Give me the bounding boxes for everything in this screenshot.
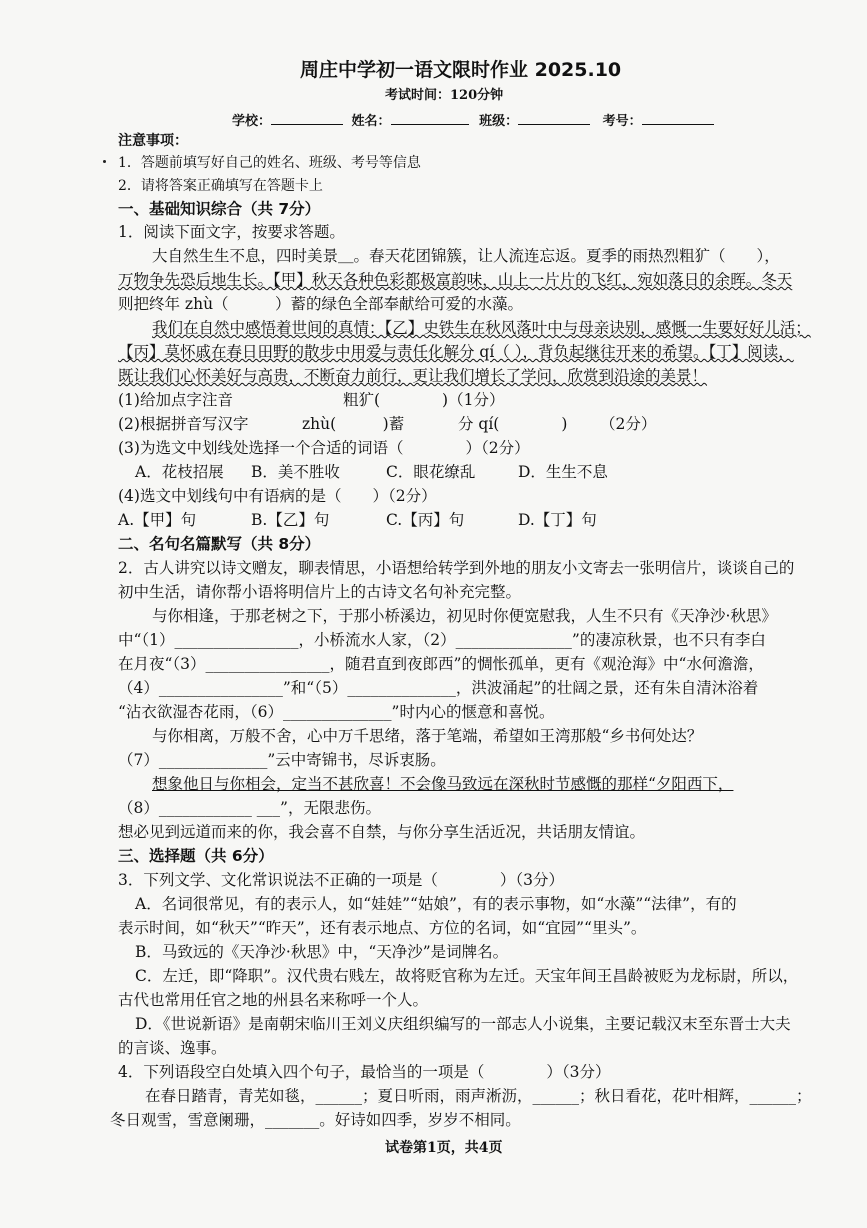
q1-1-item: 粗犷( )（1分） bbox=[343, 391, 505, 409]
page-title: 周庄中学初一语文限时作业 2025.10 bbox=[300, 59, 622, 81]
q3-option-d-line-1[interactable]: D．《世说新语》是南朝宋临川王刘义庆组织编写的一部志人小说集，主要记载汉末至东晋士大夫 bbox=[135, 1015, 791, 1033]
school-field[interactable] bbox=[271, 110, 343, 125]
s2-line-9: （7）______________”云中寄锦书，尽诉衷肠。 bbox=[118, 751, 446, 769]
q3-option-a-line-1[interactable]: A．名词很常见，有的表示人，如“娃娃”“姑娘”，有的表示事物，如“水藻”“法律”，有的 bbox=[135, 895, 737, 913]
q1-4-prompt: (4)选文中划线句中有语病的是（ ）（2分） bbox=[118, 487, 437, 505]
s2-line-5: 在月夜“（3）________________，随君直到夜郎西”的惆怅孤单，更有《观沧海》中“水何澹澹， bbox=[118, 655, 764, 673]
passage-line-1: 大自然生生不息，四时美景＿。春天花团锦簇，让人流连忘返。夏季的雨热烈粗犷（ ）， bbox=[152, 247, 780, 265]
q1-intro: 1．阅读下面文字，按要求答题。 bbox=[118, 223, 345, 241]
q3-option-c-line-2: 古代也常用任官之地的州县名来称呼一个人。 bbox=[118, 991, 429, 1009]
q3-option-c-line-1[interactable]: C．左迁，即“降职”。汉代贵右贱左，故将贬官称为左迁。天宝年间王昌龄被贬为龙标尉，所以， bbox=[135, 967, 799, 985]
q1-4-option-b[interactable]: B.【乙】句 bbox=[251, 511, 330, 529]
q4-line-2: 冬日观雪，雪意阑珊，_______。好诗如四季，岁岁不相同。 bbox=[110, 1111, 521, 1129]
s2-line-2: 初中生活，请你帮小语将明信片上的古诗文名句补充完整。 bbox=[118, 583, 522, 601]
section-2-heading: 二、名句名篇默写（共 8分） bbox=[118, 535, 321, 553]
school-label: 学校： bbox=[232, 114, 272, 129]
q3-option-b[interactable]: B．马致远的《天净沙·秋思》中，“天净沙”是词牌名。 bbox=[135, 943, 509, 961]
passage-line-4: 我们在自然中感悟着世间的真情：【乙】史铁生在秋风落叶中与母亲诀别，感慨一生要好好儿活； bbox=[152, 319, 811, 337]
q4-prompt: 4．下列语段空白处填入四个句子，最恰当的一项是（ ）（3分） bbox=[118, 1063, 611, 1081]
q1-2-score: （2分） bbox=[600, 415, 657, 433]
q1-3-option-a[interactable]: A．花枝招展 bbox=[135, 463, 224, 481]
passage-line-6: 既让我们心怀美好与高贵，不断奋力前行，更让我们增长了学问，欣赏到沿途的美景！ bbox=[118, 367, 708, 385]
s2-line-12: 想必见到远道而来的你，我会喜不自禁，与你分享生活近况，共话朋友情谊。 bbox=[118, 823, 646, 841]
q4-line-1: 在春日踏青，青芜如毯，______；夏日听雨，雨声淅沥，______；秋日看花，花叶相辉，______； bbox=[145, 1087, 812, 1105]
q1-3-prompt: (3)为选文中划线处选择一个合适的词语（ ）（2分） bbox=[118, 439, 530, 457]
q1-4-option-d[interactable]: D.【丁】句 bbox=[518, 511, 597, 529]
s2-line-4: 中“（1）________________，小桥流水人家，（2）_______________”的凄凉秋景，也不只有李白 bbox=[118, 631, 766, 649]
q1-2-item-a: zhù( )蓄 bbox=[302, 415, 405, 433]
note-item-2: 2．请将答案正确填写在答题卡上 bbox=[118, 178, 323, 194]
q1-2-item-b: 分 qí( ) bbox=[458, 415, 568, 433]
page-footer: 试卷第1页，共4页 bbox=[385, 1140, 503, 1156]
class-label: 班级： bbox=[479, 114, 519, 129]
s2-line-6: （4）________________”和“（5）______________，洪波涌起”的壮阔之景，还有朱自清沐浴着 bbox=[118, 679, 759, 697]
s2-line-1: 2．古人讲究以诗文赠友，聊表情思，小语想给转学到外地的朋友小文寄去一张明信片，谈谈自己的 bbox=[118, 559, 795, 577]
exam-number-label: 考号： bbox=[602, 114, 642, 129]
stray-mark bbox=[103, 160, 106, 163]
name-field[interactable] bbox=[391, 110, 469, 125]
note-item-1: 1．答题前填写好自己的姓名、班级、考号等信息 bbox=[118, 155, 421, 171]
s2-line-7: “沾衣欲湿杏花雨，（6）______________”时内心的惬意和喜悦。 bbox=[118, 703, 555, 721]
q1-3-option-b[interactable]: B．美不胜收 bbox=[251, 463, 340, 481]
notes-title: 注意事项： bbox=[118, 133, 188, 149]
q1-4-option-a[interactable]: A.【甲】句 bbox=[118, 511, 197, 529]
q3-option-d-line-2: 的言谈、逸事。 bbox=[118, 1039, 227, 1057]
class-field[interactable] bbox=[518, 110, 590, 125]
s2-line-10: 想象他日与你相会，定当不甚欣喜！不会像马致远在深秋时节感慨的那样“夕阳西下， bbox=[152, 775, 734, 793]
q1-3-option-d[interactable]: D．生生不息 bbox=[518, 463, 608, 481]
q1-4-option-c[interactable]: C.【丙】句 bbox=[386, 511, 465, 529]
passage-line-5: 【丙】莫怀戚在春日田野的散步中用爱与责任化解分 qí（ ），背负起继往开来的希望。【丁】阅读， bbox=[118, 343, 794, 361]
section-1-heading: 一、基础知识综合（共 7分） bbox=[118, 200, 321, 218]
passage-line-3: 则把终年 zhù（ ）蓄的绿色全部奉献给可爱的水藻。 bbox=[118, 295, 524, 313]
name-label: 姓名： bbox=[351, 114, 391, 129]
q1-1-prompt: (1)给加点字注音 bbox=[118, 391, 233, 409]
s2-line-3: 与你相逢，于那老树之下，于那小桥溪边，初见时你便宽慰我，人生不只有《天净沙·秋思》 bbox=[152, 607, 777, 625]
q3-option-a-line-2: 表示时间，如“秋天”“昨天”，还有表示地点、方位的名词，如“宜园”“里头”。 bbox=[118, 919, 647, 937]
q1-3-option-c[interactable]: C．眼花缭乱 bbox=[386, 463, 476, 481]
exam-number-field[interactable] bbox=[642, 110, 714, 125]
s2-line-11: （8）____________ ___”，无限悲伤。 bbox=[118, 799, 381, 817]
q3-prompt: 3．下列文学、文化常识说法不正确的一项是（ ）（3分） bbox=[118, 871, 564, 889]
student-info-row bbox=[232, 110, 714, 132]
exam-time: 考试时间：120分钟 bbox=[385, 88, 504, 103]
q1-2-prompt: (2)根据拼音写汉字 bbox=[118, 415, 249, 433]
section-3-heading: 三、选择题（共 6分） bbox=[118, 847, 274, 865]
passage-line-2: 万物争先恐后地生长。【甲】秋天各种色彩都极富韵味，山上一片片的飞红，宛如落日的余晖。冬天 bbox=[118, 271, 793, 289]
s2-line-8: 与你相离，万般不舍，心中万千思绪，落于笔端，希望如王湾那般“乡书何处达？ bbox=[152, 727, 703, 745]
